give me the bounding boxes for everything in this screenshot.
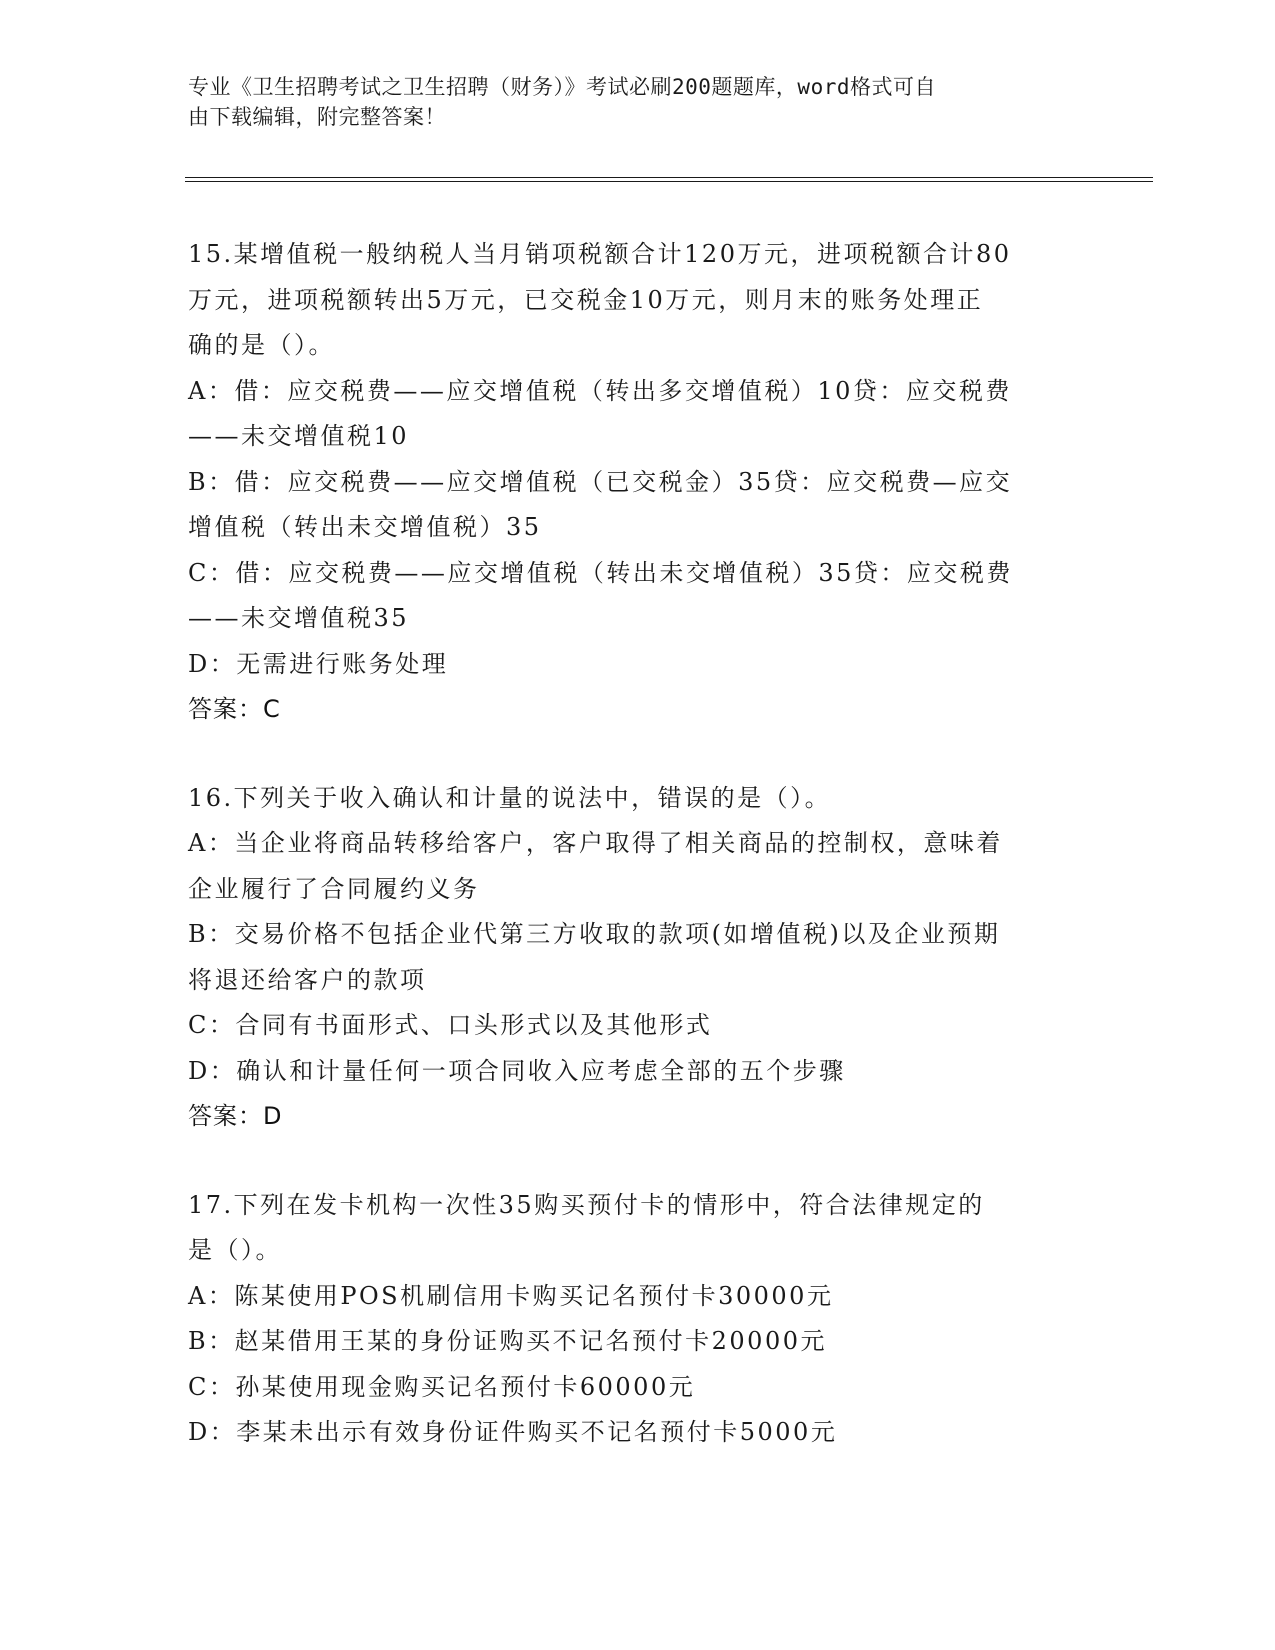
question-stem-line: 17.下列在发卡机构一次性35购买预付卡的情形中，符合法律规定的 (188, 1190, 985, 1219)
question-list (188, 232, 1088, 1499)
answer-label: 答案：D (188, 1102, 283, 1130)
option-line: D：确认和计量任何一项合同收入应考虑全部的五个步骤 (188, 1056, 846, 1085)
option-line: 企业履行了合同履约义务 (188, 874, 480, 903)
option-line: D：李某未出示有效身份证件购买不记名预付卡5000元 (188, 1418, 838, 1446)
question-stem-line: 15.某增值税一般纳税人当月销项税额合计120万元，进项税额合计80 (188, 240, 1012, 268)
option-line: ——未交增值税10 (188, 422, 410, 450)
option-line: ——未交增值税35 (188, 604, 410, 632)
document-header (188, 72, 1068, 132)
option-line: A：借：应交税费——应交增值税（转出多交增值税）10贷：应交税费 (188, 376, 1012, 405)
option-line: A：当企业将商品转移给客户，客户取得了相关商品的控制权，意味着 (188, 829, 1003, 857)
option-line: B：借：应交税费——应交增值税（已交税金）35贷：应交税费—应交 (188, 467, 1013, 496)
question-stem-line: 万元，进项税额转出5万元，已交税金10万元，则月末的账务处理正 (188, 285, 984, 314)
option-line: B：交易价格不包括企业代第三方收取的款项(如增值税)以及企业预期 (188, 920, 1001, 948)
header-divider-bottom (185, 181, 1153, 182)
question-stem-line: 是（）。 (188, 1236, 282, 1264)
header-line-2: 由下载编辑，附完整答案！ (188, 105, 446, 129)
option-line: 将退还给客户的款项 (188, 965, 427, 994)
option-line: A：陈某使用POS机刷信用卡购买记名预付卡30000元 (188, 1281, 834, 1310)
question-stem-line: 16.下列关于收入确认和计量的说法中，错误的是（）。 (188, 783, 832, 812)
option-line: B：赵某借用王某的身份证购买不记名预付卡20000元 (188, 1327, 827, 1355)
option-line: C：孙某使用现金购买记名预付卡60000元 (188, 1372, 696, 1401)
header-divider-top (185, 177, 1153, 178)
question-15 (188, 232, 1088, 733)
question-stem-line: 确的是（）。 (188, 331, 335, 359)
option-line: C：借：应交税费——应交增值税（转出未交增值税）35贷：应交税费 (188, 558, 1013, 587)
option-line: 增值税（转出未交增值税）35 (188, 513, 542, 541)
option-line: D：无需进行账务处理 (188, 649, 449, 678)
question-16 (188, 776, 1088, 1140)
question-17 (188, 1183, 1088, 1456)
option-line: C：合同有书面形式、口头形式以及其他形式 (188, 1011, 713, 1039)
header-line-1: 专业《卫生招聘考试之卫生招聘（财务）》考试必刷200题题库，word格式可自 (188, 75, 936, 99)
answer-label: 答案：C (188, 695, 281, 723)
